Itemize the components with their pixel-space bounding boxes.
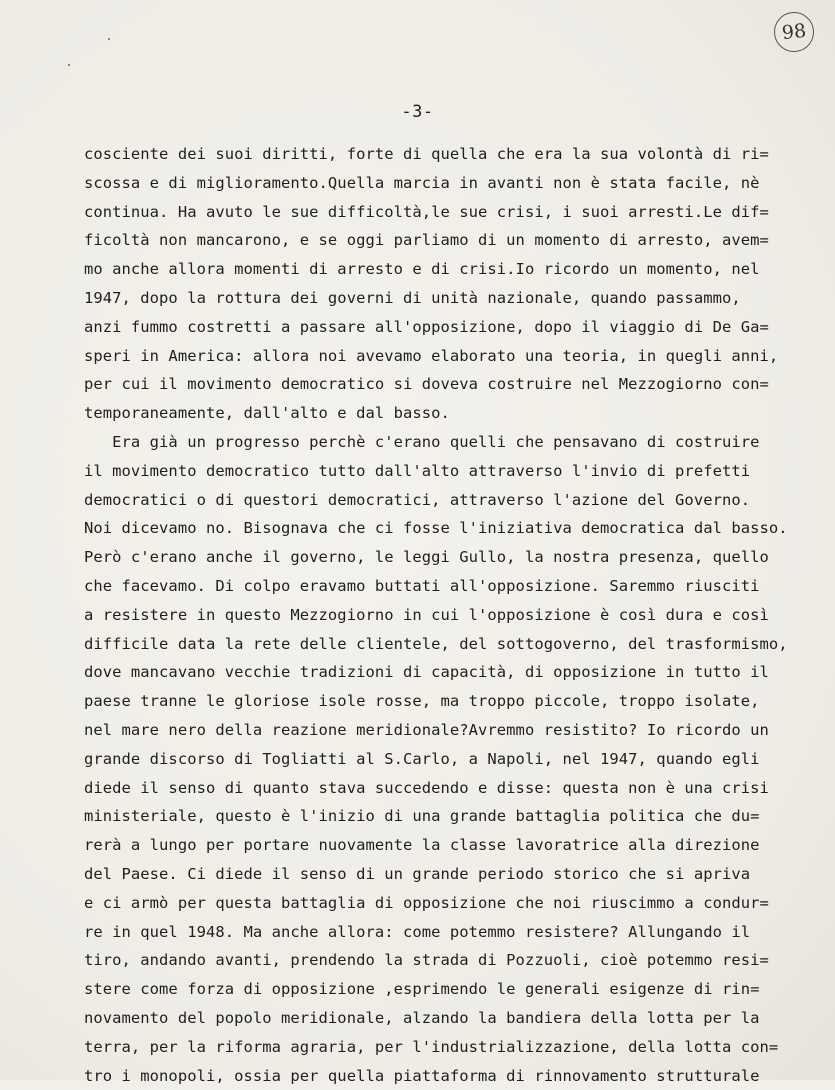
text-line: ministeriale, questo è l'inizio di una grande battaglia politica che du=: [84, 802, 814, 831]
text-line: e ci armò per questa battaglia di opposizione che noi riuscimmo a condur=: [84, 889, 814, 918]
text-line: diede il senso di quanto stava succedendo e disse: questa non è una crisi: [84, 774, 814, 803]
paper-speck: [68, 64, 70, 66]
text-line: paese tranne le gloriose isole rosse, ma troppo piccole, troppo isolate,: [84, 687, 814, 716]
page-header: -3-: [0, 102, 835, 122]
text-line: difficile data la rete delle clientele, del sottogoverno, del trasformismo,: [84, 630, 814, 659]
text-line: nel mare nero della reazione meridionale?Avremmo resistito? Io ricordo un: [84, 716, 814, 745]
text-line: re in quel 1948. Ma anche allora: come potemmo resistere? Allungando il: [84, 918, 814, 947]
text-line: tiro, andando avanti, prendendo la strada di Pozzuoli, cioè potemmo resi=: [84, 946, 814, 975]
text-line: per cui il movimento democratico si doveva costruire nel Mezzogiorno con=: [84, 370, 814, 399]
text-line: che facevamo. Di colpo eravamo buttati all'opposizione. Saremmo riusciti: [84, 572, 814, 601]
text-line: grande discorso di Togliatti al S.Carlo, a Napoli, nel 1947, quando egli: [84, 745, 814, 774]
text-line: novamento del popolo meridionale, alzando la bandiera della lotta per la: [84, 1004, 814, 1033]
text-line: continua. Ha avuto le sue difficoltà,le sue crisi, i suoi arresti.Le dif=: [84, 198, 814, 227]
text-line: il movimento democratico tutto dall'alto attraverso l'invio di prefetti: [84, 457, 814, 486]
handwritten-page-number: 98: [772, 10, 816, 54]
text-line: tro i monopoli, ossia per quella piattaforma di rinnovamento strutturale: [84, 1062, 814, 1090]
text-line: anzi fummo costretti a passare all'opposizione, dopo il viaggio di De Ga=: [84, 313, 814, 342]
text-line: terra, per la riforma agraria, per l'industrializzazione, della lotta con=: [84, 1033, 814, 1062]
text-line: cosciente dei suoi diritti, forte di quella che era la sua volontà di ri=: [84, 140, 814, 169]
text-line: 1947, dopo la rottura dei governi di unità nazionale, quando passammo,: [84, 284, 814, 313]
text-line: dove mancavano vecchie tradizioni di capacità, di opposizione in tutto il: [84, 658, 814, 687]
text-line: scossa e di miglioramento.Quella marcia in avanti non è stata facile, nè: [84, 169, 814, 198]
text-line: Noi dicevamo no. Bisognava che ci fosse l'iniziativa democratica dal basso.: [84, 514, 814, 543]
text-line: speri in America: allora noi avevamo elaborato una teoria, in quegli anni,: [84, 342, 814, 371]
text-line: Era già un progresso perchè c'erano quelli che pensavano di costruire: [84, 428, 814, 457]
text-line: ficoltà non mancarono, e se oggi parliamo di un momento di arresto, avem=: [84, 226, 814, 255]
text-line: stere come forza di opposizione ,esprimendo le generali esigenze di rin=: [84, 975, 814, 1004]
text-line: temporaneamente, dall'alto e dal basso.: [84, 399, 814, 428]
text-line: Però c'erano anche il governo, le leggi Gullo, la nostra presenza, quello: [84, 543, 814, 572]
typewritten-body: [84, 140, 814, 1090]
text-line: mo anche allora momenti di arresto e di crisi.Io ricordo un momento, nel: [84, 255, 814, 284]
text-line: rerà a lungo per portare nuovamente la classe lavoratrice alla direzione: [84, 831, 814, 860]
paper-speck: [108, 38, 110, 40]
text-line: del Paese. Ci diede il senso di un grande periodo storico che si apriva: [84, 860, 814, 889]
text-line: democratici o di questori democratici, attraverso l'azione del Governo.: [84, 486, 814, 515]
text-line: a resistere in questo Mezzogiorno in cui l'opposizione è così dura e così: [84, 601, 814, 630]
